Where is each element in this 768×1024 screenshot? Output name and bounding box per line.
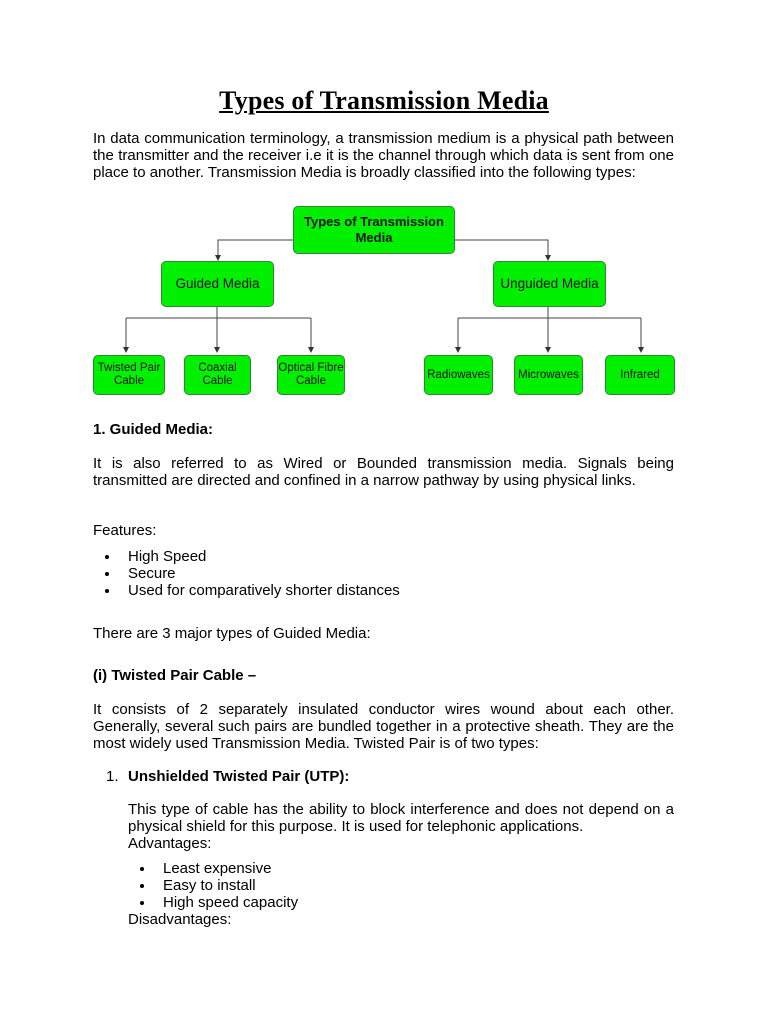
features-label: Features:: [93, 522, 157, 539]
diagram-node-guided: Guided Media: [161, 261, 274, 307]
list-item: Least expensive: [128, 860, 528, 877]
connector-root-guided: [218, 240, 293, 260]
list-item: Easy to install: [128, 877, 528, 894]
utp-number: 1.: [106, 768, 119, 785]
section-heading-twisted-pair: (i) Twisted Pair Cable –: [93, 667, 257, 684]
bullet-icon: [105, 572, 109, 576]
advantages-label: Advantages:: [128, 835, 212, 852]
utp-paragraph: This type of cable has the ability to block interference and does not depend on a physical shield for this purpose. It is used for telephonic applications.: [128, 801, 674, 835]
diagram-node-infrared: Infrared: [605, 355, 675, 395]
diagram-node-optical-fibre: Optical Fibre Cable: [277, 355, 345, 395]
diagram-node-coaxial: Coaxial Cable: [184, 355, 251, 395]
list-item: High Speed: [93, 548, 493, 565]
list-item: Used for comparatively shorter distances: [93, 582, 493, 599]
bullet-icon: [105, 555, 109, 559]
bullet-icon: [105, 589, 109, 593]
utp-heading: Unshielded Twisted Pair (UTP):: [128, 768, 350, 785]
twisted-pair-paragraph: It consists of 2 separately insulated conductor wires wound about each other. Generally, several such pairs are bundled together in a protective sheath. They are the most widely used Transmission Media. Twisted Pair is of two types:: [93, 701, 674, 752]
diagram-node-microwaves: Microwaves: [514, 355, 583, 395]
diagram-node-root: Types of Transmission Media: [293, 206, 455, 254]
bullet-icon: [140, 867, 144, 871]
transmission-media-diagram: [88, 200, 682, 405]
list-item: High speed capacity: [128, 894, 528, 911]
diagram-node-twisted-pair: Twisted Pair Cable: [93, 355, 165, 395]
page-title: Types of Transmission Media: [219, 86, 549, 115]
bullet-icon: [140, 901, 144, 905]
features-list: [93, 548, 493, 599]
guided-types-text: There are 3 major types of Guided Media:: [93, 625, 371, 642]
diagram-node-unguided: Unguided Media: [493, 261, 606, 307]
connector-root-unguided: [455, 240, 548, 260]
disadvantages-label: Disadvantages:: [128, 911, 232, 928]
diagram-node-radiowaves: Radiowaves: [424, 355, 493, 395]
list-item: Secure: [93, 565, 493, 582]
section-heading-guided-media: 1. Guided Media:: [93, 421, 214, 438]
bullet-icon: [140, 884, 144, 888]
advantages-list: [128, 860, 528, 911]
intro-paragraph: In data communication terminology, a transmission medium is a physical path between the transmitter and the receiver i.e it is the channel through which data is sent from one place to another. Transmission Media is broadly classified into the following types:: [93, 130, 674, 181]
guided-media-paragraph: It is also referred to as Wired or Bounded transmission media. Signals being transmitted are directed and confined in a narrow pathway by using physical links.: [93, 455, 674, 489]
